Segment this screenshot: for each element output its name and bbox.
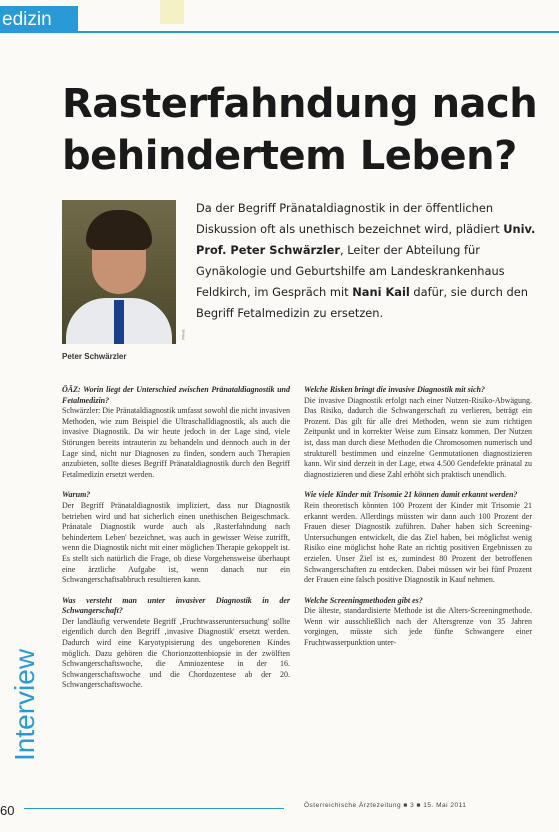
photo-caption: Peter Schwärzler	[62, 352, 127, 361]
answer: Schwärzler: Die Pränataldiagnostik umfasst sowohl die nicht invasiven Methoden, wie zum Beispiel die Ultraschalldiagnostik, als auch die invasive Diagnostik. Da wir heute jedoch in der Lage sind, viele Störungen bereits intrauterin zu behandeln und dennoch auch in der Lage sind, nicht nur Diagnosen zu finden, sondern auch Therapien anzubieten, sollte dieses Begriff Pränataldiagnostik durch den Begriff Fetalmedizin ersetzt werden.	[62, 406, 290, 479]
top-bar	[0, 0, 559, 37]
column-left	[62, 385, 290, 701]
answer: Die invasive Diagnostik erfolgt nach einer Nutzen-Risiko-Abwägung. Das Risiko, dadurch die Schwangerschaft zu verlieren, beträgt ein Prozent. Das gilt für alle drei Methoden, wenn sie zum richtigen Zeitpunkt und in korrekter Weise zum Einsatz kommen. Der Nutzen ist, dass man durch diese Methoden die Chromosomen numerisch und strukturell bestimmen und einzelne Genmutationen diagnostizieren kann. Wir sind derzeit in der Lage, etwa 4.500 Gendefekte pränatal zu diagnostizieren und diese Zahl erhöht sich praktisch unendlich.	[304, 395, 532, 479]
portrait-photo	[62, 200, 176, 344]
header-rule	[78, 31, 559, 33]
page-number: 60	[0, 803, 15, 818]
question: Welche Risken bringt die invasive Diagnostik mit sich?	[304, 385, 485, 394]
photo-credit: Privat	[180, 329, 186, 340]
answer: Die älteste, standardisierte Methode ist die Alters-Screeningmethode. Wenn wir ausschließlich nach der Altersgrenze von 35 Jahren vorgingen, müsste sich jede fünfte Schwangere einer Fruchtwasserpunktion unter-	[304, 606, 532, 648]
question: Wie viele Kinder mit Trisomie 21 können damit erkannt werden?	[304, 490, 518, 500]
section-vertical-label: Interview	[9, 648, 40, 761]
question: Warum?	[62, 490, 91, 500]
article-title: Rasterfahndung nach behindertem Leben?	[62, 81, 538, 179]
publication-info: Österreichische Ärztezeitung ■ 3 ■ 15. Mai 2011	[304, 802, 467, 809]
color-mark	[160, 0, 184, 24]
lead-mid: , Leiter der Abteilung für Gynäkologie und Geburtshilfe am Landeskrankenhaus Feldkirch, im Gespräch mit	[196, 243, 505, 299]
answer: Der Begriff Pränataldiagnostik impliziert, dass nur Diagnostik betrieben wird und hat sicherlich einen unethischen Beigeschmack. Pränatale Diagnostik wurde auch als ‚Rasterfahndung nach behindertem Leben' bezeichnet, was auch in gewisser Weise zutrifft, wenn die Diagnostik nicht mit einer möglichen Therapie gekoppelt ist. Es stellt sich natürlich die Frage, ob diese Vorgehensweise überhaupt eine ärztliche Aufgabe ist, wenn danach nur ein Schwangerschaftsabbruch resultieren kann.	[62, 500, 290, 585]
question: ÖÄZ: Worin liegt der Unterschied zwischen Pränataldiagnostik und Fetalmedizin?	[62, 385, 290, 405]
question: Was versteht man unter invasiver Diagnostik in der Schwangerschaft?	[62, 595, 290, 616]
column-right	[304, 385, 532, 659]
question: Welche Screeningmethoden gibt es?	[304, 595, 423, 605]
lead-paragraph	[196, 198, 546, 324]
lead-intro: Da der Begriff Pränataldiagnostik in der öffentlichen Diskussion oft als unethisch bezeichnet wird, plädiert	[196, 201, 500, 236]
answer: Rein theoretisch könnten 100 Prozent der Kinder mit Trisomie 21 erkannt werden. Allerdings müssten wir dann auch 100 Prozent der Frauen dieser Diagnostik zuführen. Daher haben sich Screening-Untersuchungen entwickelt, die das Ziel haben, bei möglichst wenig Risiko eine möglichst hohe Rate an richtig positiven Ergebnissen zu erzielen. Unser Ziel ist es, zumindest 80 Prozent der betroffenen Schwangerschaften zu entdecken. Dabei müssen wir bei fünf Prozent der Frauen eine falsch positive Diagnostik in Kauf nehmen.	[304, 500, 532, 585]
footer-rule	[24, 808, 284, 809]
section-tab: edizin	[0, 6, 78, 33]
answer: Der landläufig verwendete Begriff ‚Fruchtwasseruntersuchung' sollte eigentlich durch den Begriff ‚invasive Diagnostik' ersetzt werden. Dadurch wird eine Karyotypisierung des ungeborenen Kindes möglich. Dazu gehören die Chorionzottenbiopsie in der zwölften Schwangerschaftswoche, die Amniozentese in der 16. Schwangerschaftswoche und die Chordozentese ab der 20. Schwangerschaftswoche.	[62, 616, 290, 690]
lead-end: dafür, sie durch den Begriff Fetalmedizin zu ersetzen.	[196, 285, 528, 320]
lead-interviewee: Univ. Prof. Peter Schwärzler	[196, 222, 536, 257]
lead-interviewer: Nani Kail	[352, 285, 410, 299]
